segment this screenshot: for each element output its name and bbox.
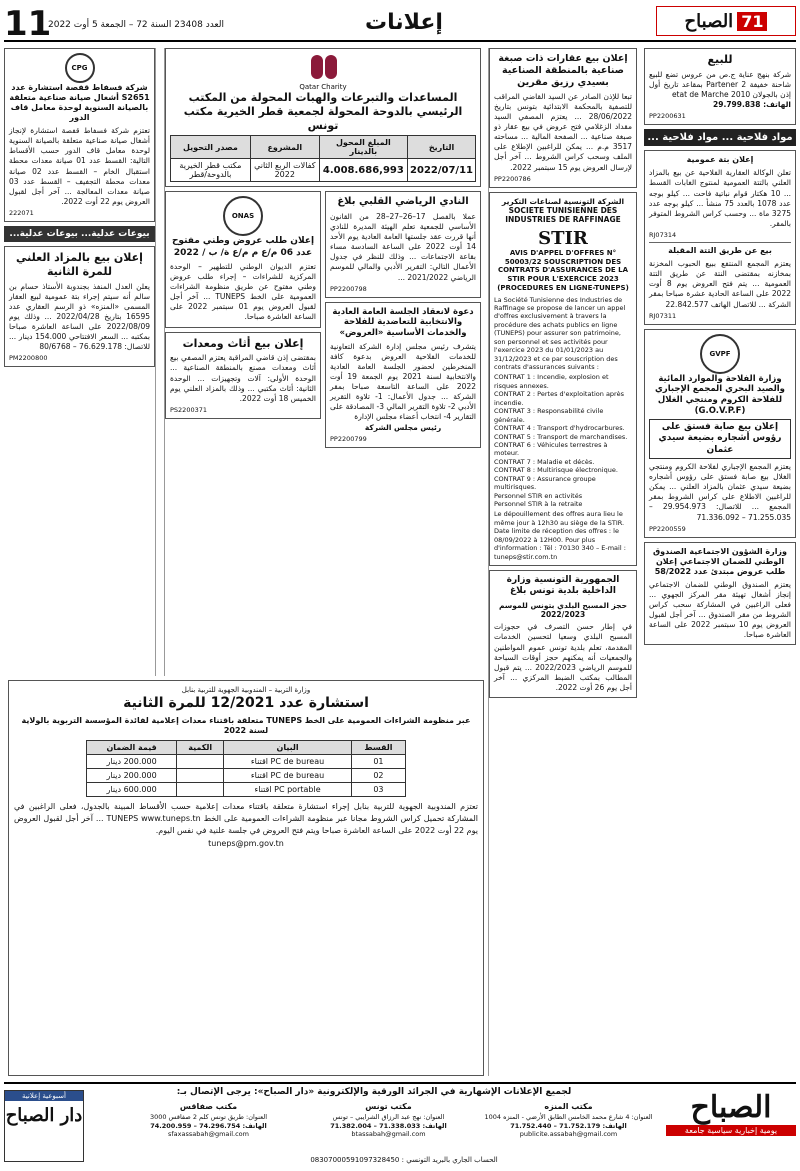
club-title: النادي الرياضي القلبي بلاغ <box>337 196 469 208</box>
sale2-text: يعتزم المجمع المنتفع ببيع الحبوب المخزنة بمخازنه بمقتضى النتة عن طريق التتة العمومية ... يتم فتح العروض يوم 8 أوت 2022 على الساعة الحادية عشرة صباحا بمقر الشركة ... للاتصال الهاتف 22.842.577 <box>649 259 791 309</box>
club-text: عملا بالفصل 17–26–27–28 من القانون الأساسي للجمعية تعلم الهيئة المديرة للنادي أنها قررت عقد جلستها العامة العادية يوم الأحد 14 أوت 2022 على الساعة السادسة مساء بقاعة الاجتماعات ... وذلك للنظر في جدول الأعمال التالي: التقرير الأدبي والمالي للموسم الرياضي 2021/2022 ... <box>330 211 476 282</box>
stir-contract: CONTRAT 8 : Multirisque électronique. <box>494 466 618 475</box>
company-ad <box>4 48 155 222</box>
office-phone: الهاتف: 74.296.754 – 74.200.959 <box>150 1121 267 1130</box>
interior-subtitle: حجز المسبح البلدي بتونس للموسم 2022/2023 <box>498 600 627 619</box>
logo-number: 71 <box>737 12 767 31</box>
recruit-th: الكمية <box>177 740 224 754</box>
coop-ref: PP2200799 <box>330 434 367 443</box>
club-ref: PP2200798 <box>330 284 367 293</box>
stir-body: La Société Tunisienne des Industries de Raffinage se propose de lancer un appel d'offres exclusivement à travers la procédure des achats publics en ligne (TUNEPS) pour assurer son patrimoine, son personnel et ses activités pour l'exercice 2023 du 01/01/2023 au 31/12/2023 et ce par souscription des contrats d'assurances suivants : <box>494 295 626 371</box>
sale-ref: PP2200631 <box>649 112 686 121</box>
column-5 <box>4 48 156 676</box>
coop-ad <box>325 302 481 448</box>
qatar-th: المبلغ المحول بالدينار <box>319 136 407 159</box>
office-tunis <box>301 1102 476 1139</box>
company-title: شركة فسفاط قفصة استشارة عدد S2651 أشغال صيانة صناعية متعلقة بالصيانة السنوية لوحدة معامل قاف الدور <box>9 83 150 122</box>
newspaper-logo <box>656 6 796 36</box>
sonede-title: إعلان طلب عروض وطني مفتوح عدد 06 م/ع م م/ع ة/ ب / 2022 <box>171 236 315 258</box>
office-phone: الهاتف: 71.338.033 – 71.382.004 <box>330 1121 447 1130</box>
tender-ad <box>644 150 796 324</box>
tender-text: تعلن الوكالة العقارية الفلاحية عن بيع بالمزاد العلني بالتتة العمومية لمنتوج الغابات القسط ... 10 هكتار قوام نباتية فاحت ... كيلو بوجه عدد 1078 بالعدد 75 منشأ ... كيلو بوجه عدد 3275 ماة ... وحسب كراس الشروط المتوفر بالمقر. <box>649 168 791 228</box>
recruit-th: قيمة الضمان <box>87 740 177 754</box>
stir-contracts <box>494 373 632 508</box>
office-addr: العنوان: طريق تونس كلم 2 صفاقس 3000 <box>149 1112 268 1121</box>
office-addr: العنوان: نهج عبد الرزاق الشرايبي – تونس <box>332 1112 445 1121</box>
coop-text: يتشرف رئيس مجلس إدارة الشركة التعاونية للخدمات الفلاحية العروض بدعوة كافة المنخرطين لحضور الجلسة العامة العادية والانتخابية لسنة 2021 يوم الجمعة 19 أوت 2022 على الساعة التاسعة صباحا بمقر الشركة ... جدول الأعمال: 1- تلاوة التقرير الأدبي 2- تلاوة التقرير المالي 3- المصادقة على التقارير 4- انتخاب أعضاء مجلس الإدارة <box>330 341 476 422</box>
recruit-table <box>86 740 406 797</box>
social-ad <box>644 542 796 646</box>
recruit-td <box>177 768 224 782</box>
sale2-title: بيع عن طريق التتة المقبلة <box>668 246 772 255</box>
qatar-td: كفالات الربع الثاني 2022 <box>250 159 319 182</box>
office-name: مكتب تونس <box>365 1102 412 1111</box>
stir-contract: CONTRAT 3 : Responsabilité civile générale. <box>494 407 604 424</box>
office-email[interactable]: sfaxassabah@gmail.com <box>168 1130 249 1139</box>
land-title: إعلان بيع عقارات ذات صبغة صناعية بالمنطقة الصناعية بسيدي رزيق مقرين <box>498 53 628 88</box>
auction-text: يعلن العدل المنفذ بجندوبة الأستاذ حسام بن سالم أنه سيتم إجراء بتة عمومية لبيع العقار المسمى «المنزه» ذو الرسم العقاري عدد 16595 بتاريخ 2022/04/28 ... وذلك يوم 2022/08/09 على الساعة العاشرة صباحا بمكتبه ... السعر الافتتاحي 154.000 دينار ... للاتصال: 76.629.178 – 80/6768 <box>9 281 150 352</box>
cpg-logo-icon: CPG <box>65 53 95 83</box>
agri-ad <box>644 329 796 538</box>
qatar-charity-logo-icon <box>303 53 343 83</box>
stir-footer: Le dépouillement des offres aura lieu le même jour à 12h30 au siège de la STIR. Date limite de réception des offres : le 08/09/2022 à 12H00. Pour plus d'information : Tél : 70130 340 – E-mail : tuneps@stir.com.tn <box>494 510 626 561</box>
office-menzah <box>481 1102 656 1139</box>
footer-top-line: لجميع الإعلانات الإشهارية في الجرائد الورقية والإلكترونية «دار الصباح»: يرجى الإتصال بـ: <box>176 1087 572 1097</box>
weekly-logo-top: أسبوعية إعلانية <box>5 1091 83 1101</box>
table-row <box>87 782 406 796</box>
stir-contract: CONTRAT 5 : Transport de marchandises. <box>494 432 628 441</box>
recruit-td: 600.000 دينار <box>87 782 177 796</box>
stir-logo: STIR <box>538 227 588 249</box>
stir-title: الشركة التونسية لصناعات التكرير SOCIETE TUNISIENNE DES INDUSTRIES DE RAFFINAGE <box>501 196 625 225</box>
stir-contract: Personnel STIR à la retraite <box>494 500 583 508</box>
onas-logo-icon: ONAS <box>223 196 263 236</box>
qatar-table <box>170 135 476 182</box>
recruit-td <box>177 754 224 768</box>
office-name: مكتب المنزه <box>544 1102 593 1111</box>
recruit-th: البيان <box>224 740 352 754</box>
judicial-sales-banner: بيوعات عدلية... بيوعات عدلية... <box>4 226 155 242</box>
logo-text: الصباح <box>684 10 734 32</box>
interior-text: في إطار حسن التصرف في حجوزات المسبح البلدي وسعيا لتحسين الخدمات المقدمة، تعلم بلدية تونس عموم المواطنين والجمعيات أنه يمكنهم حجز أوقات السباحة للموسم الرياضي 2022/2023 ... يتم قبول المطالب بمكتب الضبط المركزي ... آخر أجل يوم 26 أوت 2022. <box>494 622 632 693</box>
stir-contract: CONTRAT 1 : Incendie, explosion et risques annexes. <box>494 373 609 390</box>
recruit-td: 200.000 دينار <box>87 768 177 782</box>
office-sfax <box>121 1102 296 1139</box>
recruit-ad <box>8 680 484 1076</box>
office-phone: الهاتف: 71.752.179 – 71.752.440 <box>510 1121 627 1130</box>
footer-legal: 08307000591097328450 : الحساب الجاري بالبريد التونسي <box>310 1156 498 1164</box>
footer-logo-tagline: يومية إخبارية سياسية جامعة <box>666 1125 796 1136</box>
sonede-ad <box>165 191 321 327</box>
agri-title: وزارة الفلاحة والموارد المائية والصيد البحري المجمع الإجباري للفلاحة الكروم ومنتجي الغلال (G.O.V.P.F) <box>655 373 785 416</box>
qatar-th: مصدر التحويل <box>171 136 251 159</box>
weekly-logo-text: دار الصباح <box>5 1105 83 1126</box>
table-row <box>171 159 476 182</box>
stir-contract: CONTRAT 7 : Maladie et décès. <box>494 457 595 466</box>
tender-ref: RJ07314 <box>649 231 677 239</box>
qatar-ad <box>165 48 481 187</box>
company-text: تعتزم شركة فسفاط قفصة استشارة لإنجاز أشغال صيانة صناعية متعلقة بالصيانة السنوية لوحدة معامل قاف الدور حسب الأقساط التالية: القسط عدد 01 صيانة معدات محطة استقبال الخام – القسط عدد 02 صيانة معدات محطة التجفيف – القسط عدد 03 صيانة معدات المعالجة ... آخر أجل لقبول العروض يوم 22 أوت 2022. <box>9 126 150 206</box>
recruit-title: استشارة عدد 12/2021 للمرة الثانية <box>123 695 369 712</box>
column-4 <box>165 191 321 451</box>
furniture-ref: PS2200371 <box>170 405 207 414</box>
social-text: يعتزم الصندوق الوطني للضمان الاجتماعي إنجاز أشغال تهيئة مقر المركز الجهوي ... فعلى الراغبين في المشاركة سحب كراس الشروط من مقر الصندوق ... آخر أجل لقبول العروض يوم 10 سبتمبر 2022 على الساعة العاشرة صباحا. <box>649 579 791 640</box>
footer-logo-text: الصباح <box>690 1090 772 1125</box>
stir-contract: Personnel STIR en activités <box>494 491 583 500</box>
qatar-th: التاريخ <box>408 136 476 159</box>
footer <box>4 1082 796 1167</box>
stir-contract: CONTRAT 6 : Véhicules terrestres à moteur. <box>494 440 608 458</box>
agri-ref: PP2200559 <box>649 524 686 533</box>
recruit-td: PC de bureau اقتناء <box>224 768 352 782</box>
column-1 <box>644 48 796 1076</box>
recruit-th: القسط <box>351 740 405 754</box>
auction-title: إعلان بيع بالمزاد العلني للمرة الثانية <box>16 251 143 278</box>
column-3-4 <box>164 48 484 676</box>
sonede-text: تعتزم الديوان الوطني للتطهير – الوحدة المركزية للشراءات – إجراء طلب عروض وطني مفتوح عن طريق منظومة الشراءات العمومية على الخط TUNEPS ... آخر أجل لقبول العروض يوم 01 سبتمبر 2022 على الساعة العاشرة صباحا. <box>170 261 316 322</box>
qatar-title: المساعدات والتبرعات والهبات المحولة من المكتب الرئيسي بالدوحة المحولة لجمعية قطر الخيرية مكتب تونس <box>183 91 463 132</box>
page-number: 11 <box>4 4 52 44</box>
qatar-td: 2022/07/11 <box>408 159 476 182</box>
qatar-brand: Qatar Charity <box>299 83 347 91</box>
agri-text: يعتزم المجمع الإجباري لفلاحة الكروم ومنتجي الغلال بيع صابة فستق على رؤوس أشجاره بضيعة سيدي عثمان بالمزاد العلني ... يمكن للراغبين الاطلاع على كراس الشروط بمقر المجمع ... للاتصال: 29.954.973 – 71.255.035 – 71.336.092 <box>649 461 791 522</box>
recruit-td: 01 <box>351 754 405 768</box>
recruit-td <box>177 782 224 796</box>
land-ad <box>489 48 637 188</box>
office-email[interactable]: btassabah@gmail.com <box>351 1130 426 1139</box>
column-3 <box>325 191 481 451</box>
office-email[interactable]: publicite.assabah@gmail.com <box>519 1130 618 1139</box>
office-addr: العنوان: 4 شارع محمد الخامس الطابق الأرضي - المنزه 1004 <box>484 1112 653 1121</box>
furniture-title: إعلان بيع أثاث ومعدات <box>182 336 304 350</box>
stir-contract: CONTRAT 2 : Pertes d'exploitation après incendie. <box>494 390 624 407</box>
table-row <box>87 768 406 782</box>
stir-contract: CONTRAT 4 : Transport d'hydrocarbures. <box>494 424 625 433</box>
recruit-email: tuneps@pm.gov.tn <box>208 838 284 848</box>
section-title: إعلانات <box>365 10 443 35</box>
qatar-td: 4.008.686,993 <box>319 159 407 182</box>
interior-ad <box>489 570 637 698</box>
footer-logo <box>666 1090 796 1162</box>
stir-contract: CONTRAT 9 : Assurance groupe multirisques. <box>494 474 596 492</box>
company-ref: 222071 <box>9 209 34 217</box>
qatar-th: المشروع <box>250 136 319 159</box>
land-text: تبعا للإذن الصادر عن السيد القاضي المراقب للتصفية بالمحكمة الابتدائية بتونس بتاريخ 28/06/2022 ... يعتزم المصفي السيد مقداد الزغلامي فتح عروض في بيع عقار ذو صبغة صناعية ... الصفحة المالية ... مساحته 3517 م.م ... يمكن للراغبين الإطلاع على الملف وسحب كراس الشروط ... آخر أجل لإرسال العروض يوم 15 سبتمبر 2022. <box>494 91 632 172</box>
recruit-text: تعتزم المندوبية الجهوية للتربية بنابل إجراء استشارة متعلقة باقتناء معدات إعلامية حسب الأقساط المبينة بالجدول، فعلى الراغبين في المشاركة تحميل كراس الشروط مجانا عبر منظومة الشراءات العمومية على الخط TUNEPS www.tuneps.tn ... آخر أجل لقبول العروض يوم 22 أوت 2022 على الساعة العاشرة صباحا ويتم فتح العروض في جلسة علنية في نفس اليوم. <box>14 801 478 835</box>
qatar-td: مكتب قطر الخيرية بالدوحة/قطر <box>171 159 251 182</box>
issue-info: العدد 23408 السنة 72 – الجمعة 5 أوت 2022 <box>48 20 225 30</box>
social-title: وزارة الشؤون الاجتماعية الصندوق الوطني للضمان الاجتماعي إعلان طلب عروض مبتدئ عدد 58/2022 <box>652 546 788 576</box>
recruit-org: وزارة التربية – المندوبية الجهوية للتربية بنابل <box>181 686 311 694</box>
auction-ref: PM2200800 <box>9 354 48 363</box>
vegetables-banner: مواد فلاحية ... مواد فلاحية ... <box>644 129 796 146</box>
stir-avis: AVIS D'APPEL D'OFFRES N° 50003/22 SOUSCRIPTION DES CONTRATS D'ASSURANCES DE LA STIR POUR L'EXERCICE 2023 (PROCEDURES EN LIGNE-TUNEPS) <box>497 248 629 292</box>
sale-ad <box>644 48 796 125</box>
gvpf-logo-icon: GVPF <box>700 334 740 374</box>
coop-title: دعوة لانعقاد الجلسة العامة العادية والانتخابية للتعاضدية للفلاحة والخدمات الأساسية «العروض» <box>332 306 474 338</box>
furniture-ad <box>165 332 321 419</box>
table-row <box>87 754 406 768</box>
recruit-td: PC portable اقتناء <box>224 782 352 796</box>
col3-col4-split <box>165 191 481 451</box>
recruit-td: PC de bureau اقتناء <box>224 754 352 768</box>
land-ref: PP2200786 <box>494 174 531 183</box>
recruit-td: 02 <box>351 768 405 782</box>
office-name: مكتب صفاقس <box>179 1102 238 1111</box>
interior-title: الجمهورية التونسية وزارة الداخلية بلدية تونس بلاغ <box>506 575 620 597</box>
recruit-td: 03 <box>351 782 405 796</box>
coop-sign: رئيس مجلس الشركة <box>364 422 442 432</box>
agri-subtitle: إعلان بيع صابة فستق على رؤوس أشجاره بضيعة سيدي عثمان <box>649 419 791 459</box>
column-2 <box>488 48 640 1076</box>
auction-ad <box>4 246 155 367</box>
sale-phone: الهاتف: 29.799.838 <box>713 100 791 110</box>
club-ad <box>325 191 481 297</box>
furniture-text: بمقتضى إذن قاضي المراقبة يعتزم المصفي بيع أثاث ومعدات مصنع بالمنطقة الصناعية ... الوحدة الأولى: آلات وتجهيزات ... الوحدة الثانية: أثاث مكتبي ... وذلك بالمزاد العلني يوم الخميس 18 أوت 2022. <box>170 353 316 403</box>
sale-text: شركة بنهج عناية ج.ص من عروس تضع للبيع شاحنة خفيفة Partener 2 بمقاعد تاريخ أول إذن بالجولان 2010 etat de Marche <box>649 69 791 99</box>
recruit-td: 200.000 دينار <box>87 754 177 768</box>
footer-weekly-logo <box>4 1090 84 1162</box>
masthead <box>4 6 796 42</box>
stir-ad <box>489 192 637 566</box>
tender-title: إعلان بتة عمومية <box>686 155 754 165</box>
sale-title: للبيع <box>707 53 733 66</box>
sale2-ref: RJ07311 <box>649 311 677 320</box>
recruit-subtitle: عبر منظومة الشراءات العمومية على الخط TUNEPS متعلقة باقتناء معدات إعلامية لفائدة المؤسسة التربوية بالولاية لسنة 2022 <box>21 715 471 735</box>
